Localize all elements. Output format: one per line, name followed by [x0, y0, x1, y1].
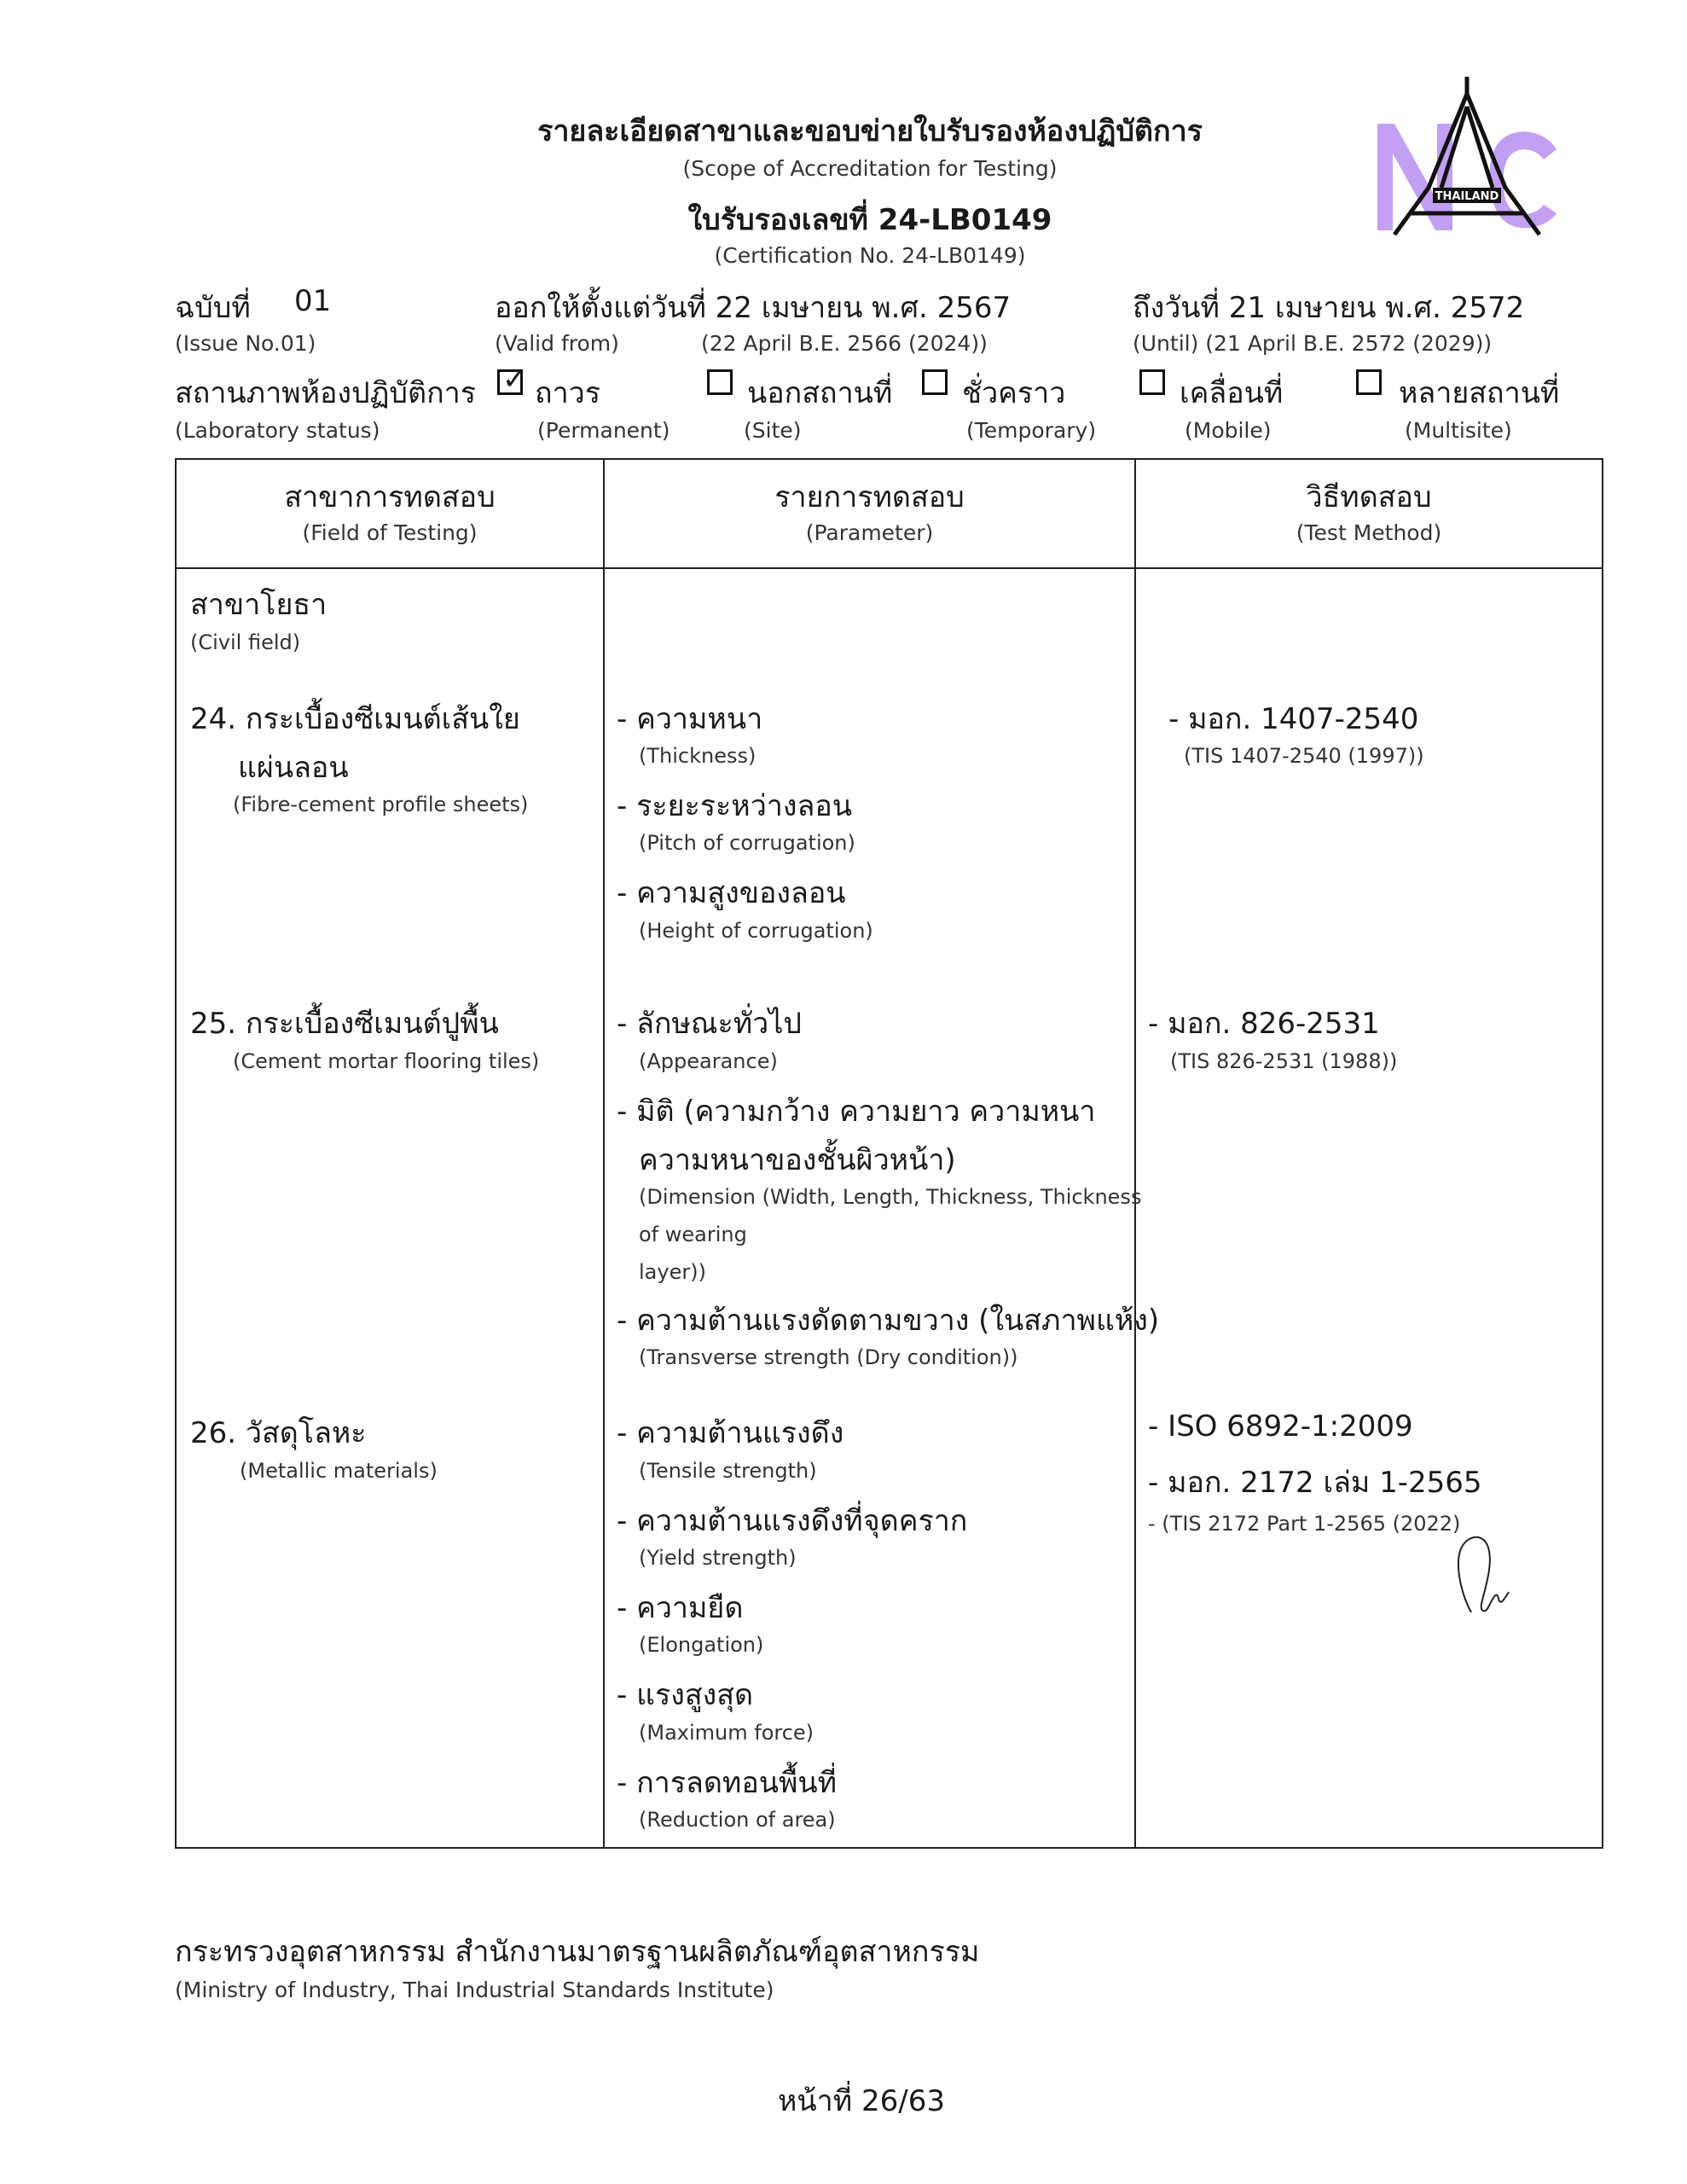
param-25-1-th: - ลักษณะทั่วไป	[617, 1007, 802, 1041]
checkbox-temporary	[922, 369, 948, 395]
check-mark-icon: ✓	[502, 363, 527, 397]
valid-from-date-en: (22 April B.E. 2566 (2024))	[701, 331, 988, 356]
status-permanent-th: ถาวร	[535, 376, 601, 410]
checkbox-mobile	[1139, 369, 1165, 395]
handwritten-signature	[1447, 1529, 1524, 1623]
param-24-1-en: (Thickness)	[639, 744, 757, 768]
lab-status-label: สถานภาพห้องปฏิบัติการ	[175, 376, 477, 410]
lab-status-label-en: (Laboratory status)	[175, 418, 380, 443]
header-method-en: (Test Method)	[1296, 520, 1442, 545]
document-title: รายละเอียดสาขาและขอบข่ายใบรับรองห้องปฏิบัติการ	[537, 114, 1203, 148]
param-26-4-th: - แรงสูงสุด	[617, 1678, 754, 1712]
civil-field-th: สาขาโยธา	[190, 588, 328, 622]
param-24-3-en: (Height of corrugation)	[639, 919, 873, 943]
param-25-2-th-2: ความหนาของชั้นผิวหน้า)	[639, 1143, 956, 1177]
status-mobile-en: (Mobile)	[1185, 418, 1272, 443]
method-26-1-th: - ISO 6892-1:2009	[1148, 1409, 1413, 1443]
header-field-cell	[176, 459, 604, 568]
item-24-name-en: (Fibre-cement profile sheets)	[233, 793, 529, 816]
header-parameter-cell	[604, 459, 1135, 568]
item-26-name-en: (Metallic materials)	[240, 1459, 438, 1483]
checkbox-permanent	[497, 363, 527, 397]
header-parameter-th: รายการทดสอบ	[774, 480, 965, 514]
status-mobile-th: เคลื่อนที่	[1180, 376, 1284, 410]
param-26-3-th: - ความยืด	[617, 1591, 744, 1625]
param-24-3-th: - ความสูงของลอน	[617, 876, 846, 910]
param-24-2-en: (Pitch of corrugation)	[639, 831, 855, 855]
valid-until-th: ถึงวันที่ 21 เมษายน พ.ศ. 2572	[1133, 291, 1525, 325]
param-26-1-th: - ความต้านแรงดึง	[617, 1416, 844, 1450]
param-26-5-th: - การลดทอนพื้นที่	[617, 1766, 838, 1800]
method-26-2-th: - มอก. 2172 เล่ม 1-2565	[1148, 1466, 1482, 1500]
valid-until-en: (Until) (21 April B.E. 2572 (2029))	[1133, 331, 1493, 356]
field-column	[176, 568, 604, 1848]
item-25-name-th: 25. กระเบื้องซีเมนต์ปูพื้น	[190, 1007, 499, 1041]
issue-label: ฉบับที่	[175, 291, 251, 325]
page-number: หน้าที่ 26/63	[778, 2084, 945, 2118]
valid-from-label-en: (Valid from)	[495, 331, 619, 356]
nac-thailand-logo	[1377, 73, 1557, 243]
item-25-name-en: (Cement mortar flooring tiles)	[233, 1049, 540, 1073]
item-24-name-th: 24. กระเบื้องซีเมนต์เส้นใย	[190, 702, 520, 736]
header-field-th: สาขาการทดสอบ	[284, 480, 496, 514]
method-24-en: (TIS 1407-2540 (1997))	[1184, 744, 1424, 768]
param-25-3-en: (Transverse strength (Dry condition))	[639, 1345, 1018, 1369]
document-title-en: (Scope of Accreditation for Testing)	[682, 156, 1058, 181]
param-26-4-en: (Maximum force)	[639, 1721, 815, 1745]
table-header-row	[176, 459, 1603, 568]
header-field-en: (Field of Testing)	[302, 520, 478, 545]
param-26-3-en: (Elongation)	[639, 1633, 764, 1657]
param-25-2-en-2: of wearing	[639, 1223, 747, 1246]
ministry-en: (Ministry of Industry, Thai Industrial Standards Institute)	[175, 1978, 774, 2002]
item-24-name-th-2: แผ่นลอน	[238, 751, 349, 785]
civil-field-en: (Civil field)	[190, 630, 301, 654]
status-multisite-th: หลายสถานที่	[1399, 376, 1560, 410]
status-site-en: (Site)	[744, 418, 802, 443]
status-multisite-en: (Multisite)	[1405, 418, 1512, 443]
param-24-2-th: - ระยะระหว่างลอน	[617, 789, 853, 823]
checkbox-site	[707, 369, 733, 395]
certificate-number: ใบรับรองเลขที่ 24-LB0149	[687, 203, 1052, 237]
status-temporary-en: (Temporary)	[966, 418, 1097, 443]
valid-from-th: ออกให้ตั้งแต่วันที่ 22 เมษายน พ.ศ. 2567	[495, 291, 1012, 325]
status-temporary-th: ชั่วคราว	[962, 376, 1066, 410]
param-26-1-en: (Tensile strength)	[639, 1459, 817, 1483]
param-25-1-en: (Appearance)	[639, 1049, 778, 1073]
issue-number: 01	[294, 284, 332, 318]
param-25-2-en-3: layer))	[639, 1260, 706, 1284]
item-26-name-th: 26. วัสดุโลหะ	[190, 1416, 367, 1450]
logo-text: THAILAND	[1435, 190, 1499, 203]
param-26-5-en: (Reduction of area)	[639, 1808, 836, 1832]
method-column	[1135, 568, 1603, 1848]
param-24-1-th: - ความหนา	[617, 702, 763, 736]
method-26-3-en: - (TIS 2172 Part 1-2565 (2022)	[1148, 1512, 1461, 1536]
status-permanent-en: (Permanent)	[537, 418, 670, 443]
scope-table	[175, 458, 1603, 1849]
header-method-cell	[1135, 459, 1603, 568]
method-24-th: - มอก. 1407-2540	[1168, 702, 1419, 736]
ministry-th: กระทรวงอุตสาหกรรม สำนักงานมาตรฐานผลิตภัณฑ์อุตสาหกรรม	[175, 1935, 980, 1969]
parameter-column	[604, 568, 1160, 1848]
param-25-2-en: (Dimension (Width, Length, Thickness, Thickness	[639, 1185, 1142, 1209]
certificate-number-en: (Certification No. 24-LB0149)	[714, 243, 1026, 268]
param-25-3-th: - ความต้านแรงดัดตามขวาง (ในสภาพแห้ง)	[617, 1304, 1160, 1338]
method-25-en: (TIS 826-2531 (1988))	[1170, 1049, 1398, 1073]
table-body-row	[176, 568, 1603, 1848]
header-method-th: วิธีทดสอบ	[1306, 480, 1432, 514]
header-parameter-en: (Parameter)	[805, 520, 934, 545]
param-26-2-th: - ความต้านแรงดึงที่จุดคราก	[617, 1504, 968, 1538]
status-site-th: นอกสถานที่	[747, 376, 893, 410]
param-26-2-en: (Yield strength)	[639, 1546, 797, 1570]
method-25-th: - มอก. 826-2531	[1148, 1007, 1380, 1041]
issue-label-en: (Issue No.01)	[175, 331, 316, 356]
checkbox-multisite	[1356, 369, 1382, 395]
param-25-2-th: - มิติ (ความกว้าง ความยาว ความหนา	[617, 1095, 1096, 1129]
